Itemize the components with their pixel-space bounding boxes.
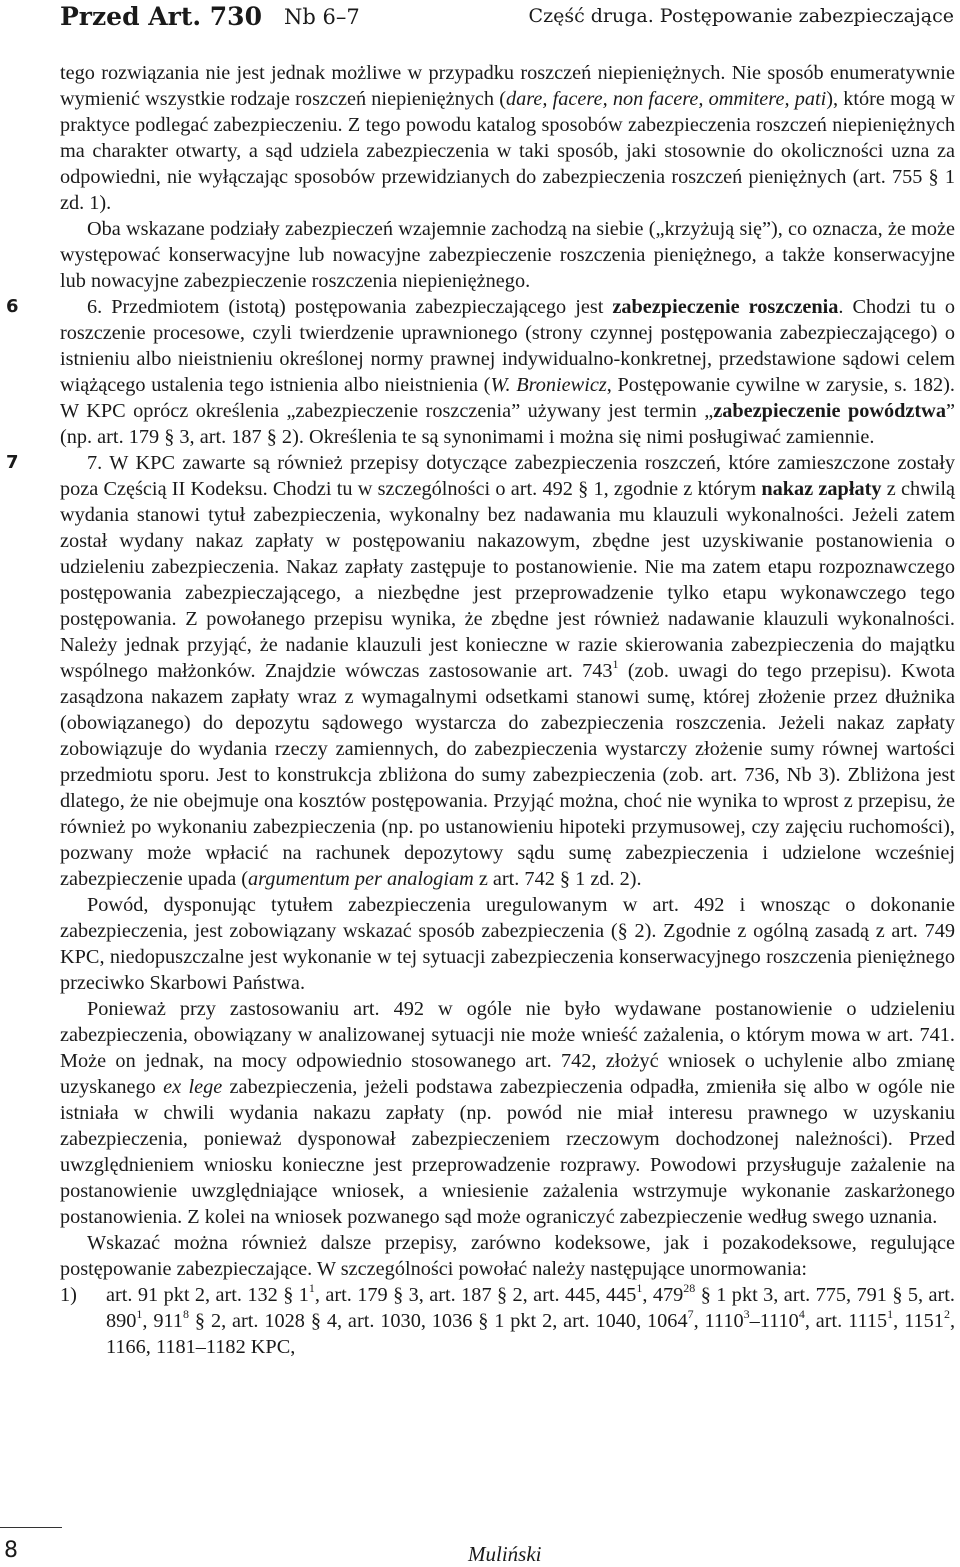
header-part-title: Część druga. Postępowanie zabezpieczające: [528, 5, 954, 27]
body-text: [6, 60, 956, 1360]
paragraph: tego rozwiązania nie jest jednak możliwe w przypadku roszczeń niepieniężnych. Nie sposób enumeratywnie wymienić wszystkie rodzaje roszczeń niepieniężnych (dare, facere, non facere, ommitere, pati), które mogą w praktyce podlegać zabezpieczeniu. Z tego powodu katalog sposobów zabezpieczenia roszczeń niepieniężnych ma charakter otwarty, a sąd udziela zabezpieczenia w taki sposób, jaki stosownie do okoliczności uzna za odpowiedni, nie wyłączając sposobów przewidzianych do zabezpieczenia roszczeń pieniężnych (art. 755 § 1 zd. 1).: [60, 62, 955, 214]
list-marker: 1): [60, 1284, 77, 1306]
header-margin-number: Nb 6–7: [284, 5, 360, 29]
paragraph-nb-7: 7 7. W KPC zawarte są również przepisy dotyczące zabezpieczenia roszczeń, które zamieszczone zostały poza Częścią II Kodeksu. Chodzi tu w szczególności o art. 492 § 1, zgodnie z którym nakaz zapłaty z chwilą wydania stanowi tytuł zabezpieczenia, wykonalny bez nadawania mu klauzuli wykonalności. Jeżeli zatem został wydany nakaz zapłaty w postępowaniu nakazowym, zbędne jest uzyskiwanie postanowienia o udzieleniu zabezpieczenia. Nakaz zapłaty zastępuje to postanowienie. Nie ma zatem etapu rozpoznawczego postępowania zabezpieczającego, a niezbędne jest przeprowadzenie tylko etapu wykonawczego tego postępowania. Z powołanego przepisu wynika, że zbędne jest również nadawanie klauzuli wykonalności. Należy jednak przyjąć, że nadanie klauzuli jest konieczne w razie skierowania zabezpieczenia do majątku wspólnego małżonków. Znajdzie wówczas zastosowanie art. $743^1$ (zob. uwagi do tego przepisu). Kwota zasądzona nakazem zapłaty wraz z wymagalnymi odsetkami stanowi sumę, której złożenie przez dłużnika (obowiązanego) do depozytu sądowego wystarcza do zabezpieczenia roszczenia. Jeżeli nakaz zapłaty zobowiązuje do wydania rzeczy zamiennych, do zabezpieczenia wystarczy złożenie sumy równej wartości przedmiotu sporu. Jest to konstrukcja zbliżona do sumy zabezpieczenia (zob. art. 736, Nb 3). Zbliżona jest dlatego, że nie obejmuje ona kosztów postępowania. Przyjąć można, choć nie wynika to wprost z przepisu, że również po wykonaniu zabezpieczenia (np. po ustanowieniu hipoteki przymusowej, czy zajęciu ruchomości), pozwany może wpłacić na rachunek depozytowy sądu sumę zabezpieczenia i udzielone wcześniej zabezpieczenie upada (argumentum per analogiam z art. 742 § 1 zd. 2).: [6, 452, 956, 890]
paragraph-nb-6: 6 6. Przedmiotem (istotą) postępowania zabezpieczającego jest zabezpieczenie roszczenia. Chodzi tu o roszczenie procesowe, czyli twierdzenie uprawnionego (strony czynnej postępowania zabezpieczającego) o istnieniu albo nieistnieniu określonej normy prawnej indywidualno-konkretnej, przedstawione sądowi celem wiążącego ustalenia tego istnienia albo nieistnienia (W. Broniewicz, Postępowanie cywilne w zarysie, s. 182). W KPC oprócz określenia „zabezpieczenie roszczenia” używany jest termin „zabezpieczenie powództwa” (np. art. 179 § 3, art. 187 § 2). Określenia te są synonimami i można się nimi posługiwać zamiennie.: [6, 296, 955, 448]
list-item: 1) art. 91 pkt 2, art. 132 § $1^1$, art. 179 § 3, art. 187 § 2, art. 445, $445^1$, $479^{28}$ § 1 pkt 3, art. 775, 791 § 5, art. $890^1$, $911^8$ § 2, art. 1028 § 4, art. 1030, 1036 § 1 pkt 2, art. 1040, 1064$^7$, 1110$^3$–1110$^4$, art. 1115$^1$, 1151$^2$, 1166, 1181–1182 KPC,: [60, 1281, 956, 1358]
margin-number: 7: [6, 452, 19, 473]
paragraph: Oba wskazane podziały zabezpieczeń wzajemnie zachodzą na siebie („krzyżują się”), co oznacza, że może występować konserwacyjne lub nowacyjne zabezpieczenie roszczenia pieniężnego, a także konserwacyjne lub nowacyjne zabezpieczenie roszczenia niepieniężnego.: [60, 218, 955, 292]
paragraph: Powód, dysponując tytułem zabezpieczenia uregulowanym w art. 492 i wnosząc o dokonanie zabezpieczenia, jest zobowiązany wskazać sposób zabezpieczenia (§ 2). Zgodnie z ogólną zasadą z art. 749 KPC, niedopuszczalne jest wykonanie w tej sytuacji zabezpieczenia konserwacyjnego roszczenia pieniężnego przeciwko Skarbowi Państwa.: [60, 894, 955, 994]
running-header: [60, 2, 954, 38]
paragraph: Ponieważ przy zastosowaniu art. 492 w ogóle nie było wydawane postanowienie o udzieleniu zabezpieczenia, obowiązany w analizowanej sytuacji nie może wnieść zażalenia, o którym mowa w art. 741. Może on jednak, na mocy odpowiednio stosowanego art. 742, złożyć wniosek o uchylenie albo zmianę uzyskanego ex lege zabezpieczenia, jeżeli podstawa zabezpieczenia odpadła, zmieniła się albo w ogóle nie istniała w chwili wydania nakazu zapłaty (np. powód nie miał interesu prawnego w uzyskaniu zabezpieczenia, ponieważ dysponował zabezpieczeniem rzeczowym dochodzonej należności). Przed uwzględnieniem wniosku konieczne jest przeprowadzenie rozprawy. Powodowi przysługuje zażalenie na postanowienie uwzględniające wniosek, a wniesienie zażalenia wstrzymuje wykonanie zaskarżonego postanowienia. Z kolei na wniosek pozwanego sąd może ograniczyć zabezpieczenie według swego uznania.: [60, 998, 956, 1228]
margin-number: 6: [6, 296, 19, 317]
page-number: 8: [4, 1538, 18, 1563]
header-article: Przed Art. 730: [60, 2, 262, 31]
paragraph: Wskazać można również dalsze przepisy, zarówno kodeksowe, jak i pozakodeksowe, regulujące postępowanie zabezpieczające. W szczególności powołać należy następujące unormowania:: [60, 1232, 955, 1280]
footer-rule: [0, 1527, 62, 1528]
footer-author: Muliński: [468, 1542, 542, 1566]
